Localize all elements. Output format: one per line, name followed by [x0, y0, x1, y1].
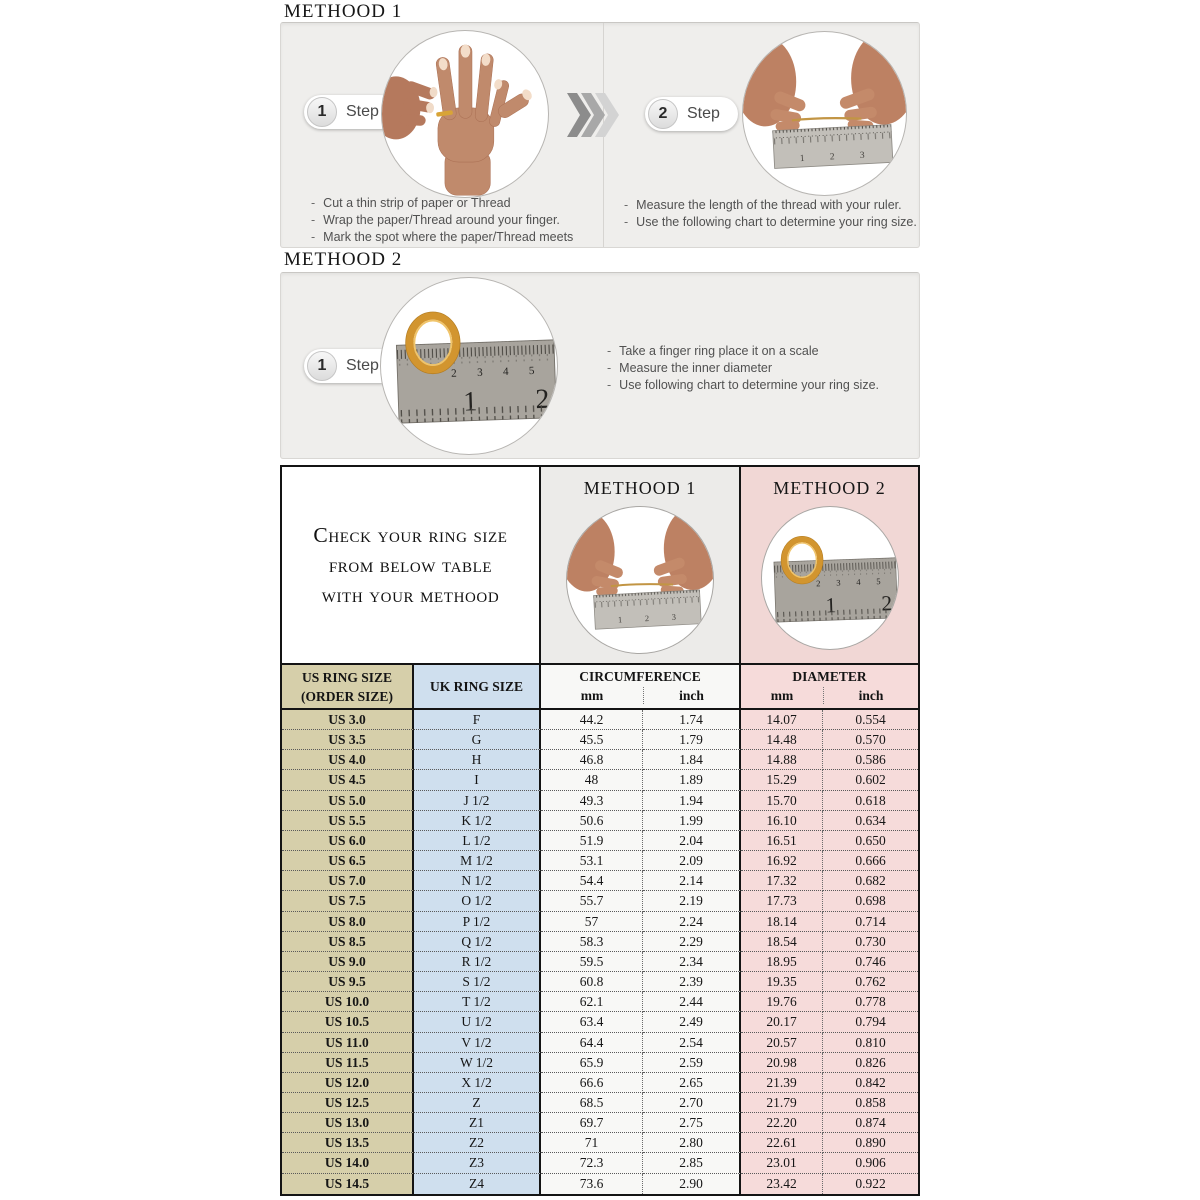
circumference-inch-cell: 1.74 — [643, 710, 741, 730]
circumference-inch-cell: 2.29 — [643, 932, 741, 952]
diameter-mm-cell: 18.95 — [741, 952, 823, 972]
circumference-mm-cell: 55.7 — [541, 891, 643, 911]
step-label: Step — [687, 105, 720, 122]
diameter-mm-cell: 20.98 — [741, 1053, 823, 1073]
table-method1-cell — [541, 467, 741, 665]
circumference-mm-cell: 62.1 — [541, 992, 643, 1012]
diameter-inch-cell: 0.922 — [823, 1174, 918, 1194]
diameter-inch-cell: 0.618 — [823, 791, 918, 811]
diameter-inch-cell: 0.874 — [823, 1113, 918, 1133]
diameter-inch-cell: 0.842 — [823, 1073, 918, 1093]
step-label: Step — [346, 357, 379, 374]
circumference-mm-cell: 73.6 — [541, 1174, 643, 1194]
uk-size-cell: V 1/2 — [414, 1033, 541, 1053]
diameter-inch-cell: 0.554 — [823, 710, 918, 730]
diameter-inch-cell: 0.906 — [823, 1153, 918, 1173]
circumference-inch-cell: 2.75 — [643, 1113, 741, 1133]
table-method1-label: METHOOD 1 — [583, 478, 697, 498]
circumference-inch-cell: 1.79 — [643, 730, 741, 750]
circumference-mm-cell: 44.2 — [541, 710, 643, 730]
us-size-cell: US 13.5 — [282, 1133, 414, 1153]
circumference-mm-cell: 49.3 — [541, 791, 643, 811]
circumference-inch-cell: 2.04 — [643, 831, 741, 851]
us-size-cell: US 14.5 — [282, 1174, 414, 1194]
uk-size-cell: S 1/2 — [414, 972, 541, 992]
us-size-cell: US 7.5 — [282, 891, 414, 911]
diameter-mm-cell: 18.54 — [741, 932, 823, 952]
uk-size-cell: I — [414, 770, 541, 790]
instruction-bullet: - Measure the length of the thread with your ruler. — [624, 197, 917, 213]
circumference-inch-cell: 2.80 — [643, 1133, 741, 1153]
column-header-diameter — [741, 665, 918, 710]
uk-size-cell: G — [414, 730, 541, 750]
hand-photo — [381, 30, 549, 198]
thread-measuring-photo — [742, 31, 907, 196]
uk-size-cell: H — [414, 750, 541, 770]
circumference-inch-cell: 2.65 — [643, 1073, 741, 1093]
circumference-mm-cell: 69.7 — [541, 1113, 643, 1133]
circumference-inch-cell: 2.34 — [643, 952, 741, 972]
us-size-cell: US 11.5 — [282, 1053, 414, 1073]
uk-size-cell: J 1/2 — [414, 791, 541, 811]
diameter-inch-cell: 0.698 — [823, 891, 918, 911]
diameter-mm-cell: 20.17 — [741, 1012, 823, 1032]
us-size-cell: US 9.5 — [282, 972, 414, 992]
method2-instructions — [607, 343, 879, 394]
circumference-mm-cell: 68.5 — [541, 1093, 643, 1113]
circumference-inch-cell: 2.85 — [643, 1153, 741, 1173]
circumference-mm-cell: 48 — [541, 770, 643, 790]
circumference-inch-cell: 2.09 — [643, 851, 741, 871]
circumference-inch-cell: 2.44 — [643, 992, 741, 1012]
subheader-mm: mm — [741, 687, 824, 704]
ring-size-table — [280, 465, 920, 1196]
us-size-cell: US 6.5 — [282, 851, 414, 871]
diameter-mm-cell: 17.32 — [741, 871, 823, 891]
us-size-cell: US 10.0 — [282, 992, 414, 1012]
intro-line: from below table — [328, 553, 493, 577]
diameter-mm-cell: 22.20 — [741, 1113, 823, 1133]
us-size-cell: US 6.0 — [282, 831, 414, 851]
instruction-bullet: - Use the following chart to determine your ring size. — [624, 214, 917, 230]
uk-size-cell: T 1/2 — [414, 992, 541, 1012]
us-size-cell: US 8.5 — [282, 932, 414, 952]
diameter-inch-cell: 0.746 — [823, 952, 918, 972]
column-header-uk: UK RING SIZE — [414, 665, 541, 710]
circumference-inch-cell: 2.14 — [643, 871, 741, 891]
diameter-inch-cell: 0.778 — [823, 992, 918, 1012]
diameter-inch-cell: 0.570 — [823, 730, 918, 750]
us-size-cell: US 12.0 — [282, 1073, 414, 1093]
us-size-cell: US 13.0 — [282, 1113, 414, 1133]
table-method2-cell — [741, 467, 918, 665]
method1-panel — [280, 22, 920, 248]
circumference-mm-cell: 54.4 — [541, 871, 643, 891]
circumference-inch-cell: 2.49 — [643, 1012, 741, 1032]
us-size-cell: US 5.5 — [282, 811, 414, 831]
us-size-cell: US 3.5 — [282, 730, 414, 750]
circumference-inch-cell: 1.99 — [643, 811, 741, 831]
diameter-mm-cell: 18.14 — [741, 912, 823, 932]
us-size-cell: US 4.0 — [282, 750, 414, 770]
instruction-bullet: - Take a finger ring place it on a scale — [607, 343, 879, 359]
table-method2-label: METHOOD 2 — [773, 478, 886, 498]
us-size-cell: US 11.0 — [282, 1033, 414, 1053]
step2-badge — [645, 97, 738, 131]
diameter-inch-cell: 0.730 — [823, 932, 918, 952]
header-line: CIRCUMFERENCE — [579, 669, 701, 684]
diameter-mm-cell: 23.01 — [741, 1153, 823, 1173]
uk-size-cell: P 1/2 — [414, 912, 541, 932]
circumference-inch-cell: 2.24 — [643, 912, 741, 932]
diameter-inch-cell: 0.762 — [823, 972, 918, 992]
circumference-mm-cell: 57 — [541, 912, 643, 932]
chevron-arrows-icon — [567, 93, 621, 137]
diameter-mm-cell: 14.07 — [741, 710, 823, 730]
circumference-mm-cell: 50.6 — [541, 811, 643, 831]
diameter-inch-cell: 0.810 — [823, 1033, 918, 1053]
us-size-cell: US 14.0 — [282, 1153, 414, 1173]
circumference-inch-cell: 1.84 — [643, 750, 741, 770]
intro-line: with your methood — [321, 583, 500, 607]
instruction-bullet: - Use following chart to determine your ring size. — [607, 377, 879, 393]
us-size-cell: US 4.5 — [282, 770, 414, 790]
header-line: US RING SIZE — [301, 669, 393, 685]
uk-size-cell: U 1/2 — [414, 1012, 541, 1032]
diameter-mm-cell: 15.29 — [741, 770, 823, 790]
circumference-mm-cell: 65.9 — [541, 1053, 643, 1073]
circumference-mm-cell: 71 — [541, 1133, 643, 1153]
method1-title: METHOOD 1 — [284, 1, 403, 22]
subheader-inch: inch — [679, 688, 704, 703]
intro-line: Check your ring size — [313, 523, 508, 547]
method1-step1-instructions — [311, 195, 573, 246]
circumference-mm-cell: 53.1 — [541, 851, 643, 871]
uk-size-cell: Q 1/2 — [414, 932, 541, 952]
header-line: DIAMETER — [792, 669, 867, 684]
us-size-cell: US 5.0 — [282, 791, 414, 811]
subheader-inch: inch — [858, 688, 884, 703]
diameter-mm-cell: 17.73 — [741, 891, 823, 911]
column-header-circumference — [541, 665, 741, 710]
uk-size-cell: Z1 — [414, 1113, 541, 1133]
uk-size-cell: O 1/2 — [414, 891, 541, 911]
circumference-mm-cell: 46.8 — [541, 750, 643, 770]
subheader-mm: mm — [541, 687, 644, 704]
diameter-mm-cell: 23.42 — [741, 1174, 823, 1194]
step-number: 1 — [307, 97, 337, 127]
instruction-bullet: - Measure the inner diameter — [607, 360, 879, 376]
diameter-inch-cell: 0.890 — [823, 1133, 918, 1153]
uk-size-cell: X 1/2 — [414, 1073, 541, 1093]
circumference-mm-cell: 58.3 — [541, 932, 643, 952]
us-size-cell: US 9.0 — [282, 952, 414, 972]
diameter-mm-cell: 16.92 — [741, 851, 823, 871]
uk-size-cell: Z — [414, 1093, 541, 1113]
diameter-inch-cell: 0.714 — [823, 912, 918, 932]
us-size-cell: US 8.0 — [282, 912, 414, 932]
uk-size-cell: K 1/2 — [414, 811, 541, 831]
diameter-mm-cell: 16.10 — [741, 811, 823, 831]
diameter-inch-cell: 0.682 — [823, 871, 918, 891]
thread-measuring-photo — [566, 506, 714, 654]
uk-size-cell: L 1/2 — [414, 831, 541, 851]
diameter-inch-cell: 0.634 — [823, 811, 918, 831]
circumference-inch-cell: 2.70 — [643, 1093, 741, 1113]
circumference-inch-cell: 1.94 — [643, 791, 741, 811]
diameter-mm-cell: 21.79 — [741, 1093, 823, 1113]
instruction-bullet: - Wrap the paper/Thread around your finger. — [311, 212, 573, 228]
ring-on-ruler-photo — [761, 506, 899, 650]
us-size-cell: US 3.0 — [282, 710, 414, 730]
step-number: 2 — [648, 99, 678, 129]
circumference-mm-cell: 59.5 — [541, 952, 643, 972]
circumference-inch-cell: 2.39 — [643, 972, 741, 992]
uk-size-cell: F — [414, 710, 541, 730]
table-intro — [282, 467, 541, 665]
diameter-mm-cell: 14.88 — [741, 750, 823, 770]
uk-size-cell: R 1/2 — [414, 952, 541, 972]
diameter-mm-cell: 15.70 — [741, 791, 823, 811]
diameter-inch-cell: 0.602 — [823, 770, 918, 790]
circumference-mm-cell: 45.5 — [541, 730, 643, 750]
diameter-mm-cell: 20.57 — [741, 1033, 823, 1053]
step-label: Step — [346, 103, 379, 120]
uk-size-cell: W 1/2 — [414, 1053, 541, 1073]
diameter-mm-cell: 19.35 — [741, 972, 823, 992]
circumference-inch-cell: 2.54 — [643, 1033, 741, 1053]
circumference-mm-cell: 60.8 — [541, 972, 643, 992]
method2-panel — [280, 272, 920, 459]
circumference-inch-cell: 2.90 — [643, 1174, 741, 1194]
us-size-cell: US 10.5 — [282, 1012, 414, 1032]
method1-step2-instructions — [624, 197, 917, 231]
instruction-bullet: - Cut a thin strip of paper or Thread — [311, 195, 573, 211]
diameter-inch-cell: 0.794 — [823, 1012, 918, 1032]
circumference-inch-cell: 2.19 — [643, 891, 741, 911]
header-line: (ORDER SIZE) — [301, 688, 393, 704]
circumference-mm-cell: 66.6 — [541, 1073, 643, 1093]
circumference-mm-cell: 64.4 — [541, 1033, 643, 1053]
uk-size-cell: N 1/2 — [414, 871, 541, 891]
diameter-mm-cell: 19.76 — [741, 992, 823, 1012]
circumference-mm-cell: 51.9 — [541, 831, 643, 851]
diameter-mm-cell: 22.61 — [741, 1133, 823, 1153]
us-size-cell: US 7.0 — [282, 871, 414, 891]
diameter-inch-cell: 0.858 — [823, 1093, 918, 1113]
ring-on-ruler-photo — [380, 277, 558, 455]
circumference-mm-cell: 72.3 — [541, 1153, 643, 1173]
uk-size-cell: Z2 — [414, 1133, 541, 1153]
circumference-inch-cell: 1.89 — [643, 770, 741, 790]
diameter-inch-cell: 0.586 — [823, 750, 918, 770]
method2-title: METHOOD 2 — [284, 249, 403, 270]
circumference-mm-cell: 63.4 — [541, 1012, 643, 1032]
circumference-inch-cell: 2.59 — [643, 1053, 741, 1073]
uk-size-cell: M 1/2 — [414, 851, 541, 871]
uk-size-cell: Z4 — [414, 1174, 541, 1194]
instruction-bullet: - Mark the spot where the paper/Thread meets — [311, 229, 573, 245]
column-header-us — [282, 665, 414, 710]
diameter-mm-cell: 16.51 — [741, 831, 823, 851]
diameter-inch-cell: 0.826 — [823, 1053, 918, 1073]
diameter-mm-cell: 21.39 — [741, 1073, 823, 1093]
diameter-mm-cell: 14.48 — [741, 730, 823, 750]
us-size-cell: US 12.5 — [282, 1093, 414, 1113]
uk-size-cell: Z3 — [414, 1153, 541, 1173]
step-number: 1 — [307, 351, 337, 381]
diameter-inch-cell: 0.666 — [823, 851, 918, 871]
diameter-inch-cell: 0.650 — [823, 831, 918, 851]
